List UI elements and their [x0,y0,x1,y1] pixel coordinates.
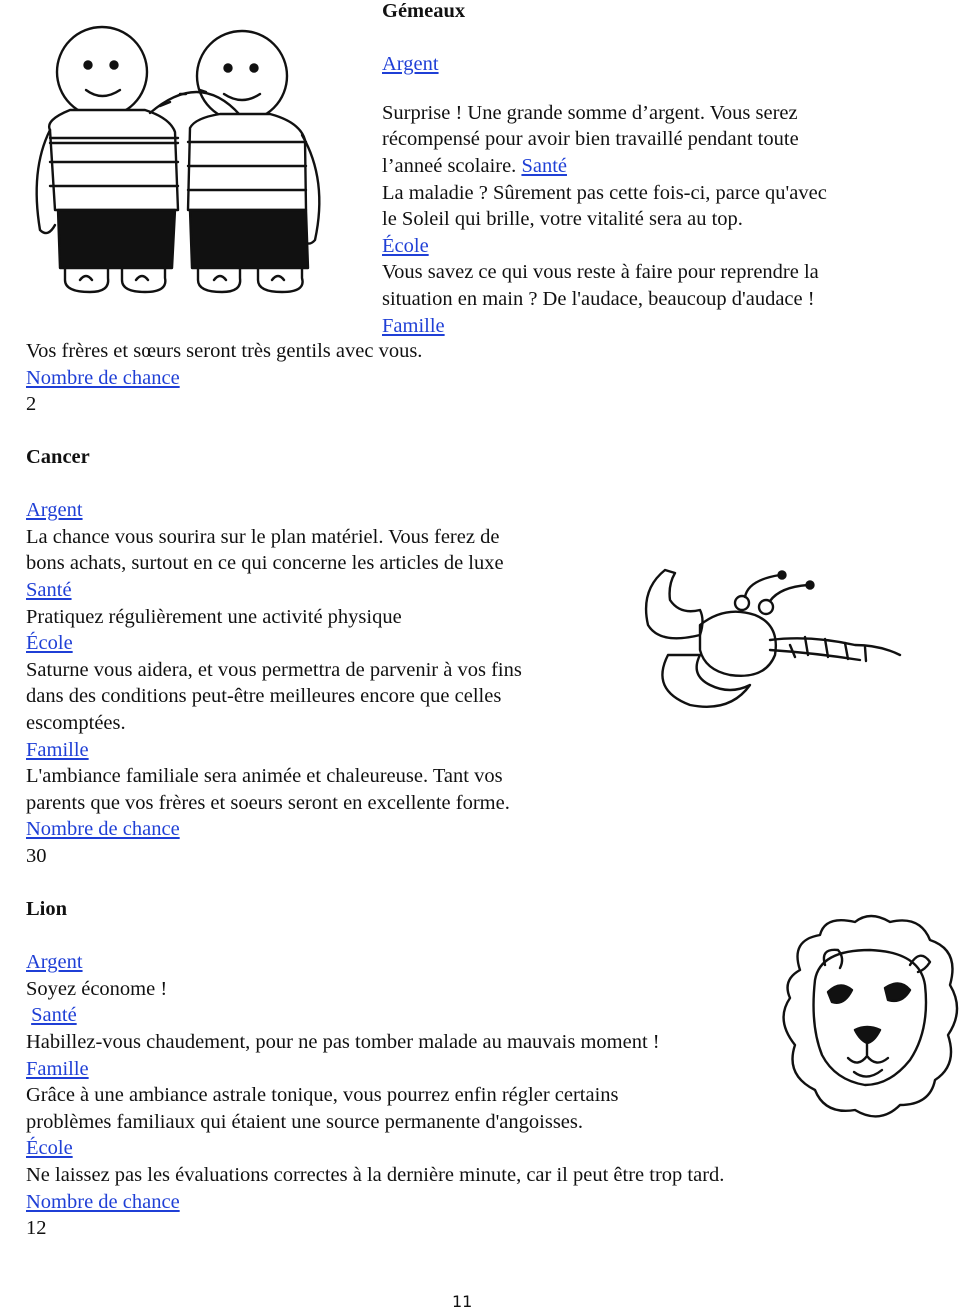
gemeaux-argent-line2: récompensé pour avoir bien travaillé pendant toute [382,128,799,151]
crab-drawing-icon [630,545,930,725]
lion-chance-label: Nombre de chance [26,1190,180,1213]
gemeaux-section-cont [26,338,586,418]
lion-famille-label: Famille [26,1057,89,1080]
lion-famille-line2: problèmes familiaux qui étaient une source permanente d'angoisses. [26,1110,584,1133]
cancer-title: Cancer [26,446,90,468]
gemeaux-ecole-label: École [382,234,429,257]
lion-sante-label: Santé [31,1004,77,1027]
gemeaux-title: Gémeaux [382,0,466,22]
gemeaux-argent-label: Argent [382,53,439,76]
cancer-argent-line1: La chance vous sourira sur le plan matériel. Vous ferez de [26,525,500,548]
lion-sante-line1: Habillez-vous chaudement, pour ne pas tomber malade au mauvais moment ! [26,1030,660,1053]
cancer-argent-label: Argent [26,499,83,522]
cancer-argent-line2: bons achats, surtout en ce qui concerne les articles de luxe [26,552,504,575]
cancer-chance-value: 30 [26,844,47,867]
lion-ecole-line1: Ne laissez pas les évaluations correctes à la dernière minute, car il peut être trop tard. [26,1163,725,1186]
gemeaux-ecole-line1: Vous savez ce qui vous reste à faire pour reprendre la [382,261,819,284]
gemeaux-ecole-line2: situation en main ? De l'audace, beaucoup d'audace ! [382,287,815,310]
gemeaux-chance-value: 2 [26,393,37,416]
cancer-ecole-label: École [26,632,73,655]
gemeaux-argent-line3: l’anneé scolaire. [382,154,517,177]
gemeaux-sante-line1: La maladie ? Sûrement pas cette fois-ci, parce qu'avec [382,181,827,204]
lion-argent-label: Argent [26,951,83,974]
cancer-famille-line1: L'ambiance familiale sera animée et chaleureuse. Tant vos [26,765,503,788]
gemeaux-chance-label: Nombre de chance [26,366,180,389]
lion-argent-line1: Soyez économe ! [26,977,168,1000]
page-number: 11 [452,1292,473,1311]
lion-title: Lion [26,898,68,920]
gemeaux-argent-line1: Surprise ! Une grande somme d’argent. Vous serez [382,101,798,124]
cancer-section [26,444,606,870]
lion-drawing-icon [770,910,960,1150]
cancer-famille-label: Famille [26,738,89,761]
cancer-chance-label: Nombre de chance [26,818,180,841]
twins-drawing-icon [10,10,340,340]
lion-famille-line1: Grâce à une ambiance astrale tonique, vous pourrez enfin régler certains [26,1084,619,1107]
gemeaux-section [382,0,942,339]
cancer-sante-label: Santé [26,578,72,601]
lion-chance-value: 12 [26,1217,47,1240]
cancer-ecole-line2: dans des conditions peut-être meilleures encore que celles [26,685,502,708]
cancer-ecole-line3: escomptées. [26,711,126,734]
gemeaux-famille-line1: Vos frères et sœurs seront très gentils avec vous. [26,340,423,362]
gemeaux-famille-label: Famille [382,314,445,337]
cancer-sante-line1: Pratiquez régulièrement une activité physique [26,605,402,628]
gemeaux-sante-line2: le Soleil qui brille, votre vitalité sera au top. [382,208,743,231]
cancer-famille-line2: parents que vos frères et soeurs seront en excellente forme. [26,791,510,814]
gemeaux-sante-label: Santé [521,154,567,177]
cancer-ecole-line1: Saturne vous aidera, et vous permettra de parvenir à vos fins [26,658,522,681]
lion-ecole-label: École [26,1137,73,1160]
